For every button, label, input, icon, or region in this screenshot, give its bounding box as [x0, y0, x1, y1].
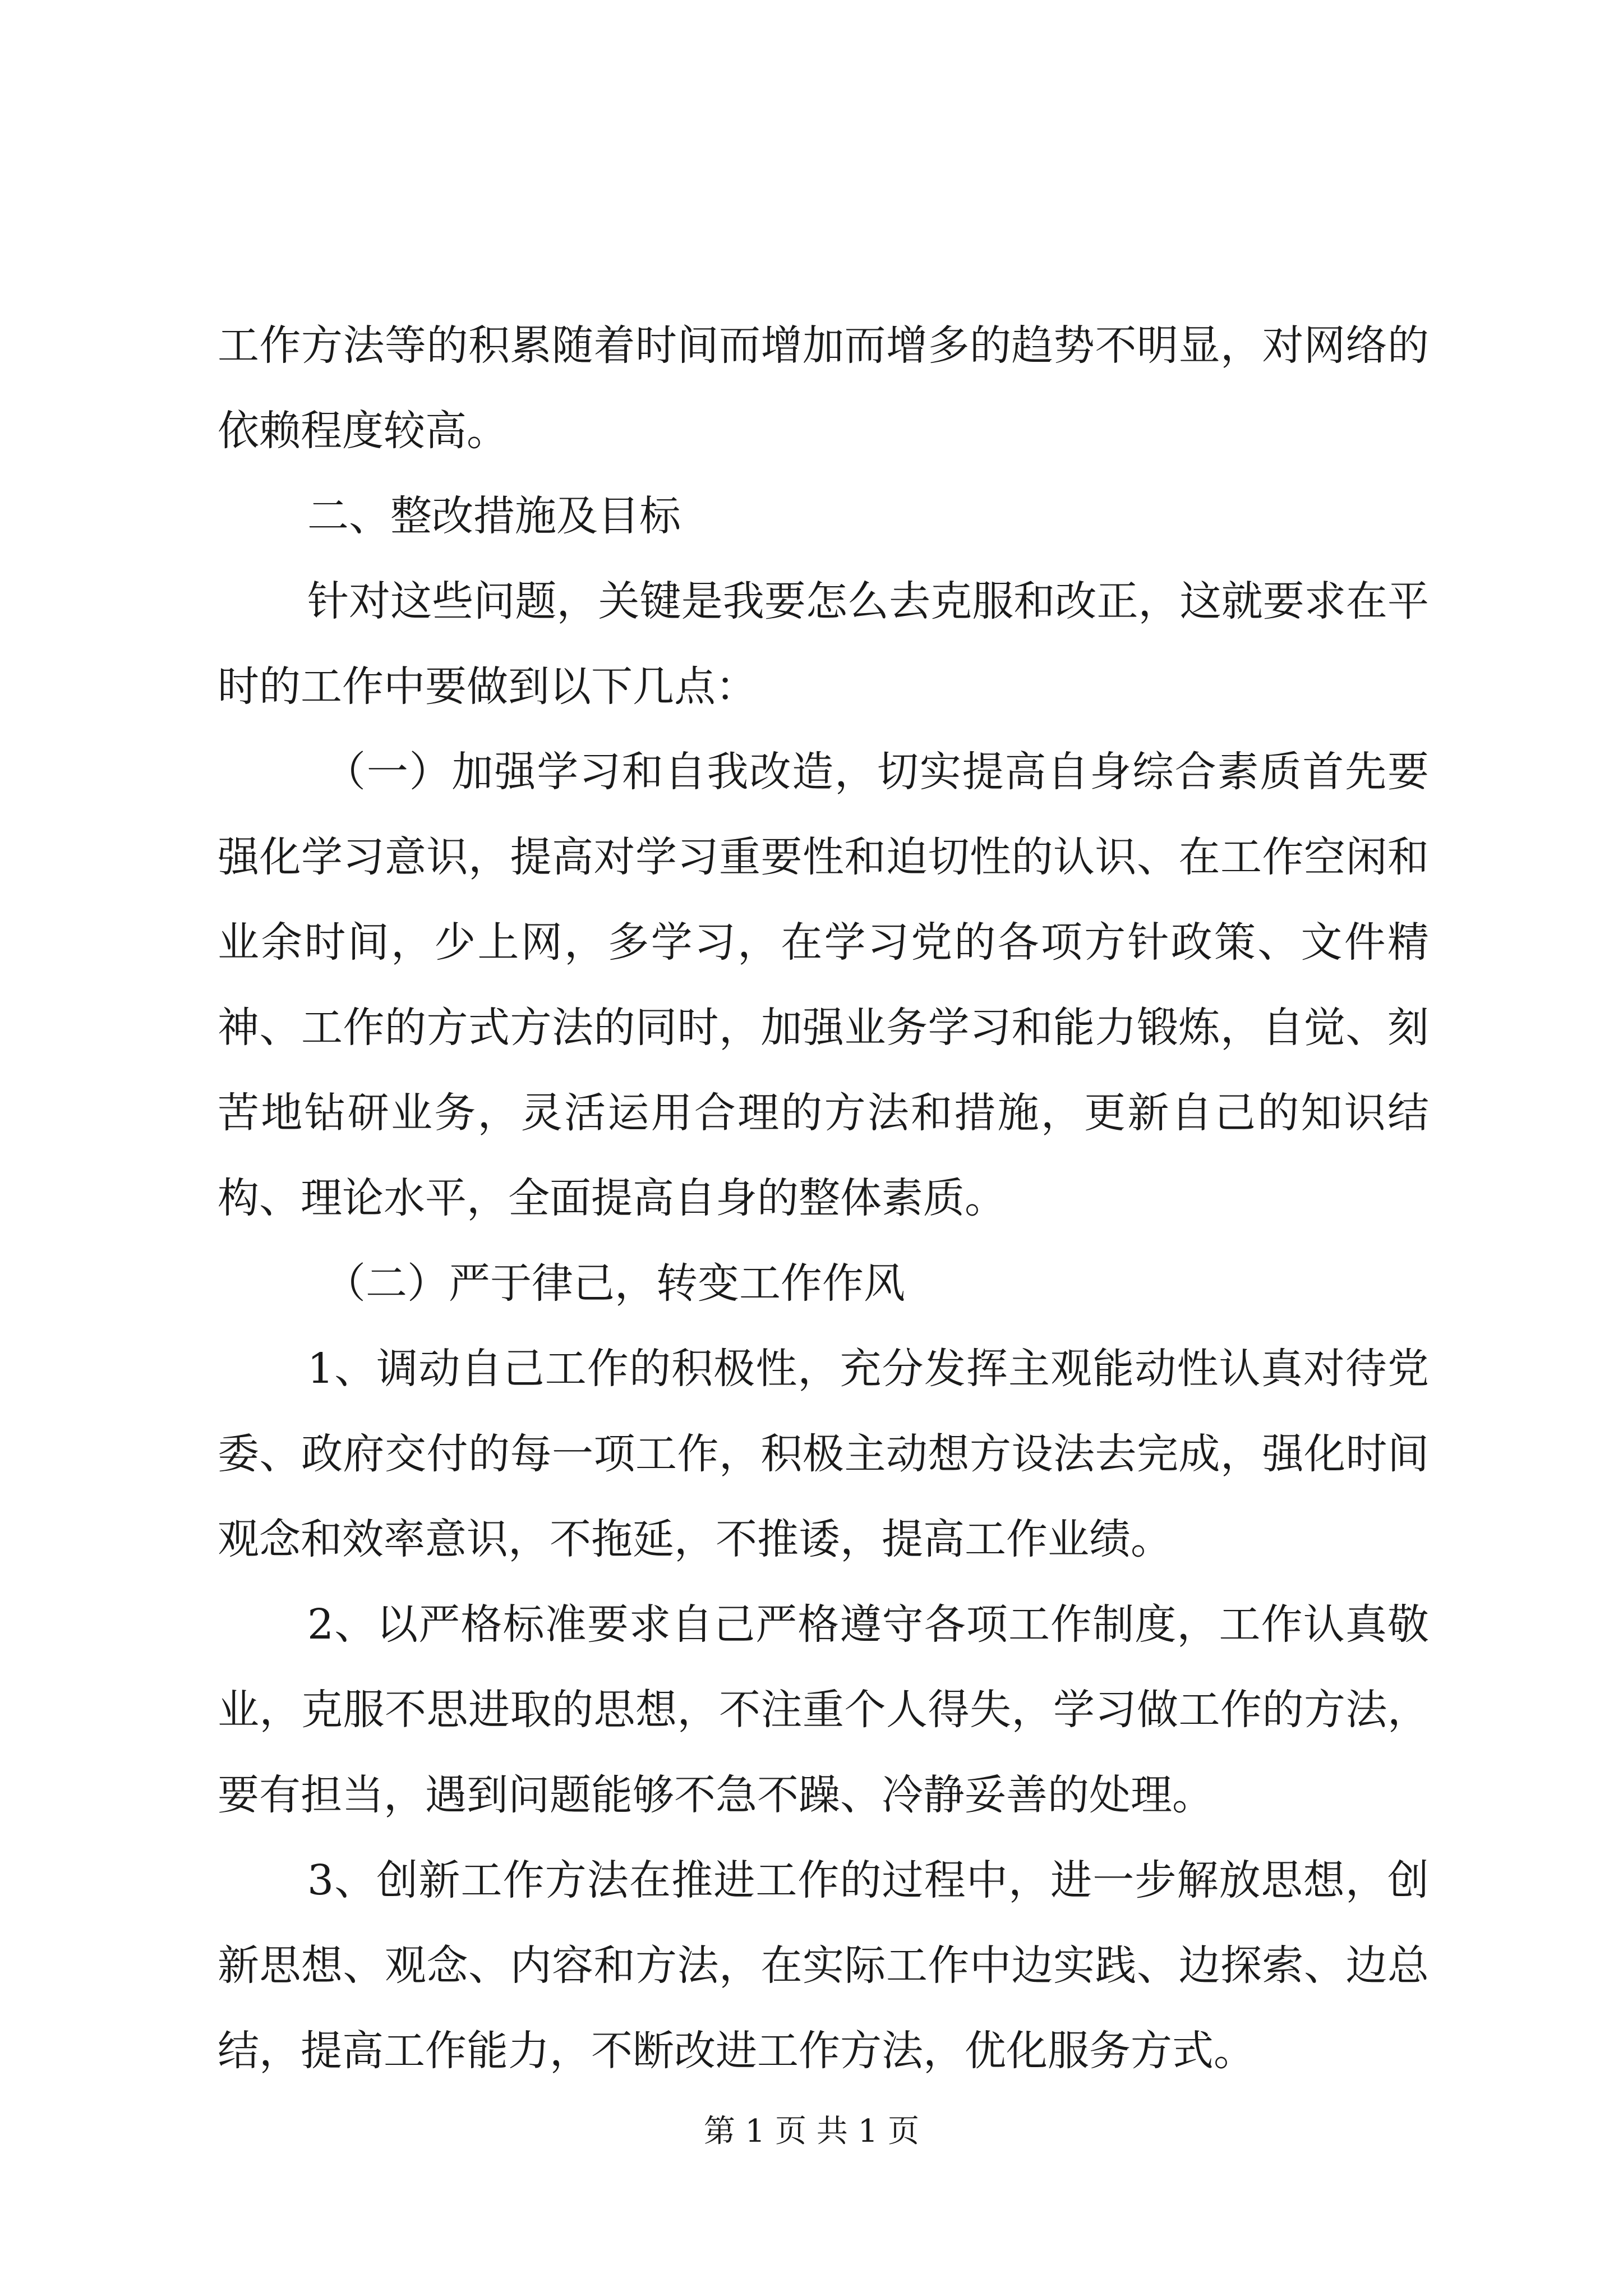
- document-body: [218, 303, 1429, 2093]
- section-heading-rectification: 二、整改措施及目标: [307, 492, 681, 540]
- paragraph-point-1: 1、调动自己工作的积极性，充分发挥主观能动性认真对待党委、政府交付的每一项工作，积极主动想方设法去完成，强化时间观念和效率意识，不拖延，不推诿，提高工作业绩。: [218, 1345, 1429, 1563]
- subheading-item-2: （二）严于律己，转变工作作风: [324, 1259, 905, 1308]
- paragraph-continuation: 工作方法等的积累随着时间而增加而增多的趋势不明显，对网络的依赖程度较高。: [218, 321, 1429, 455]
- page-footer: 第 1 页 共 1 页: [703, 2113, 920, 2150]
- paragraph-point-2: 2、以严格标准要求自己严格遵守各项工作制度，工作认真敬业，克服不思进取的思想，不注重个人得失，学习做工作的方法，要有担当，遇到问题能够不急不躁、冷静妥善的处理。: [218, 1600, 1429, 1819]
- paragraph-intro: 针对这些问题，关键是我要怎么去克服和改正，这就要求在平时的工作中要做到以下几点：: [218, 577, 1429, 711]
- paragraph-point-3: 3、创新工作方法在推进工作的过程中，进一步解放思想，创新思想、观念、内容和方法，在实际工作中边实践、边探索、边总结，提高工作能力，不断改进工作方法，优化服务方式。: [218, 1856, 1429, 2075]
- paragraph-item-1: （一）加强学习和自我改造，切实提高自身综合素质首先要强化学习意识，提高对学习重要性和迫切性的认识、在工作空闲和业余时间，少上网，多学习，在学习党的各项方针政策、文件精神、工作的方式方法的同时，加强业务学习和能力锻炼，自觉、刻苦地钻研业务，灵活运用合理的方法和措施，更新自己的知识结构、理论水平，全面提高自身的整体素质。: [218, 748, 1429, 1222]
